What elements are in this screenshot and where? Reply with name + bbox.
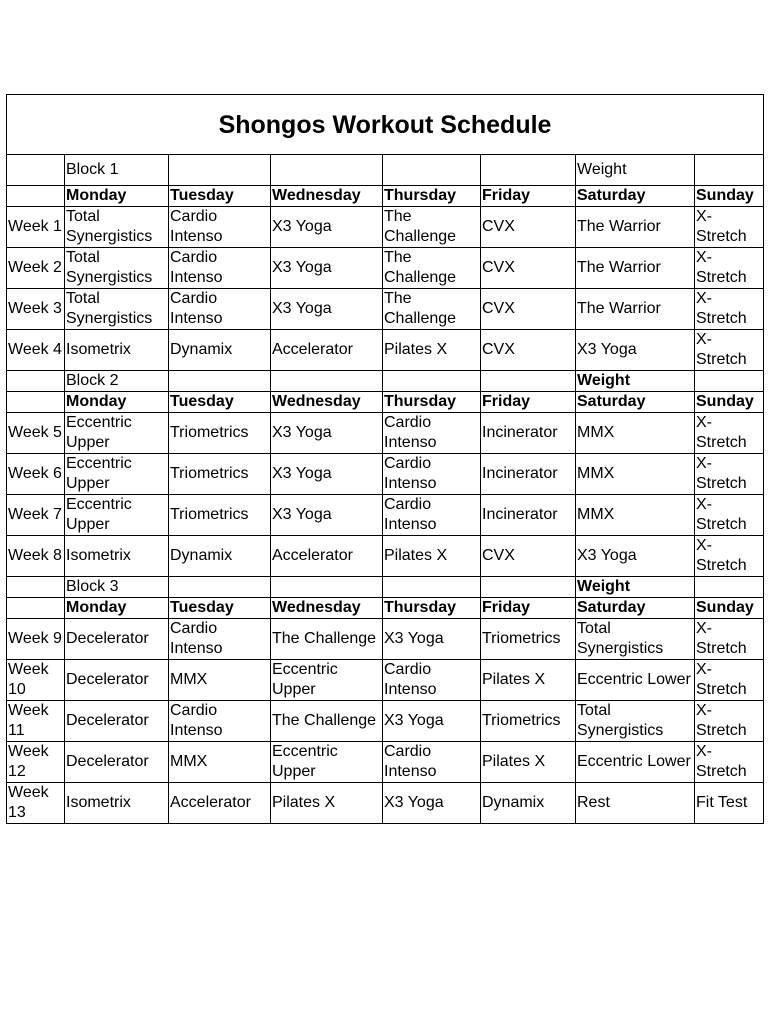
workout-cell: Total Synergistics bbox=[576, 701, 695, 742]
workout-cell: X-Stretch bbox=[695, 413, 764, 454]
workout-cell: X-Stretch bbox=[695, 454, 764, 495]
workout-cell: The Challenge bbox=[383, 248, 481, 289]
workout-cell: X3 Yoga bbox=[271, 289, 383, 330]
workout-cell: Eccentric Upper bbox=[65, 495, 169, 536]
workout-cell: Total Synergistics bbox=[65, 207, 169, 248]
workout-cell: Isometrix bbox=[65, 783, 169, 824]
block-header-row bbox=[7, 371, 764, 392]
workout-cell: CVX bbox=[481, 330, 576, 371]
empty-cell bbox=[271, 577, 383, 598]
day-header: Thursday bbox=[383, 186, 481, 207]
workout-cell: Pilates X bbox=[383, 536, 481, 577]
week-row bbox=[7, 330, 764, 371]
day-header: Thursday bbox=[383, 392, 481, 413]
workout-cell: Cardio Intenso bbox=[383, 742, 481, 783]
workout-cell: Triometrics bbox=[481, 619, 576, 660]
workout-cell: Accelerator bbox=[271, 330, 383, 371]
workout-cell: X3 Yoga bbox=[271, 248, 383, 289]
week-label: Week 3 bbox=[7, 289, 65, 330]
workout-cell: Cardio Intenso bbox=[383, 454, 481, 495]
workout-cell: Dynamix bbox=[169, 330, 271, 371]
workout-cell: Triometrics bbox=[481, 701, 576, 742]
empty-cell bbox=[7, 577, 65, 598]
week-label: Week 8 bbox=[7, 536, 65, 577]
workout-cell: MMX bbox=[576, 454, 695, 495]
workout-cell: Incinerator bbox=[481, 454, 576, 495]
empty-cell bbox=[7, 371, 65, 392]
week-row bbox=[7, 248, 764, 289]
workout-cell: Pilates X bbox=[481, 742, 576, 783]
empty-cell bbox=[271, 155, 383, 186]
workout-cell: The Warrior bbox=[576, 248, 695, 289]
week-row bbox=[7, 619, 764, 660]
day-header: Saturday bbox=[576, 186, 695, 207]
week-label: Week 9 bbox=[7, 619, 65, 660]
workout-cell: Fit Test bbox=[695, 783, 764, 824]
day-header: Sunday bbox=[695, 598, 764, 619]
workout-cell: The Challenge bbox=[383, 289, 481, 330]
workout-cell: X-Stretch bbox=[695, 660, 764, 701]
week-label: Week 10 bbox=[7, 660, 65, 701]
workout-cell: MMX bbox=[169, 660, 271, 701]
week-label: Week 6 bbox=[7, 454, 65, 495]
empty-cell bbox=[481, 577, 576, 598]
empty-cell bbox=[383, 155, 481, 186]
workout-cell: X-Stretch bbox=[695, 248, 764, 289]
day-header: Monday bbox=[65, 598, 169, 619]
week-row bbox=[7, 536, 764, 577]
schedule-title: Shongos Workout Schedule bbox=[7, 95, 764, 155]
workout-cell: Cardio Intenso bbox=[383, 495, 481, 536]
workout-cell: X-Stretch bbox=[695, 289, 764, 330]
workout-cell: Cardio Intenso bbox=[169, 619, 271, 660]
workout-cell: Incinerator bbox=[481, 413, 576, 454]
empty-cell bbox=[695, 577, 764, 598]
week-label: Week 13 bbox=[7, 783, 65, 824]
block-header-row bbox=[7, 155, 764, 186]
day-header: Wednesday bbox=[271, 186, 383, 207]
week-row bbox=[7, 413, 764, 454]
workout-cell: Eccentric Upper bbox=[271, 742, 383, 783]
day-header: Saturday bbox=[576, 392, 695, 413]
empty-cell bbox=[7, 598, 65, 619]
week-row bbox=[7, 701, 764, 742]
workout-cell: Incinerator bbox=[481, 495, 576, 536]
day-header-row bbox=[7, 392, 764, 413]
week-label: Week 11 bbox=[7, 701, 65, 742]
workout-cell: X3 Yoga bbox=[271, 413, 383, 454]
workout-cell: Total Synergistics bbox=[65, 248, 169, 289]
empty-cell bbox=[695, 371, 764, 392]
workout-cell: Decelerator bbox=[65, 619, 169, 660]
block-header-row bbox=[7, 577, 764, 598]
empty-cell bbox=[169, 371, 271, 392]
workout-cell: CVX bbox=[481, 207, 576, 248]
workout-cell: MMX bbox=[576, 495, 695, 536]
day-header: Sunday bbox=[695, 392, 764, 413]
workout-cell: Cardio Intenso bbox=[169, 207, 271, 248]
day-header: Tuesday bbox=[169, 598, 271, 619]
workout-cell: Eccentric Lower bbox=[576, 660, 695, 701]
day-header: Wednesday bbox=[271, 392, 383, 413]
workout-cell: MMX bbox=[169, 742, 271, 783]
workout-cell: X-Stretch bbox=[695, 207, 764, 248]
weight-label: Weight bbox=[576, 577, 695, 598]
empty-cell bbox=[7, 392, 65, 413]
workout-cell: X3 Yoga bbox=[576, 330, 695, 371]
workout-cell: X-Stretch bbox=[695, 701, 764, 742]
workout-cell: Cardio Intenso bbox=[383, 413, 481, 454]
day-header: Friday bbox=[481, 392, 576, 413]
week-row bbox=[7, 660, 764, 701]
workout-cell: Total Synergistics bbox=[65, 289, 169, 330]
day-header: Monday bbox=[65, 392, 169, 413]
workout-cell: X3 Yoga bbox=[383, 701, 481, 742]
day-header: Saturday bbox=[576, 598, 695, 619]
empty-cell bbox=[7, 186, 65, 207]
empty-cell bbox=[169, 155, 271, 186]
workout-cell: The Challenge bbox=[383, 207, 481, 248]
workout-cell: The Challenge bbox=[271, 701, 383, 742]
day-header: Sunday bbox=[695, 186, 764, 207]
workout-cell: Decelerator bbox=[65, 742, 169, 783]
weight-label: Weight bbox=[576, 155, 695, 186]
workout-cell: Isometrix bbox=[65, 330, 169, 371]
workout-cell: CVX bbox=[481, 536, 576, 577]
empty-cell bbox=[7, 155, 65, 186]
week-row bbox=[7, 289, 764, 330]
day-header-row bbox=[7, 186, 764, 207]
week-label: Week 12 bbox=[7, 742, 65, 783]
workout-cell: CVX bbox=[481, 248, 576, 289]
workout-cell: X3 Yoga bbox=[271, 495, 383, 536]
workout-cell: Triometrics bbox=[169, 495, 271, 536]
day-header: Tuesday bbox=[169, 392, 271, 413]
workout-cell: Accelerator bbox=[271, 536, 383, 577]
workout-cell: Accelerator bbox=[169, 783, 271, 824]
schedule-table bbox=[6, 94, 764, 824]
workout-cell: MMX bbox=[576, 413, 695, 454]
week-label: Week 2 bbox=[7, 248, 65, 289]
empty-cell bbox=[169, 577, 271, 598]
workout-cell: X3 Yoga bbox=[576, 536, 695, 577]
workout-cell: Eccentric Upper bbox=[65, 454, 169, 495]
workout-cell: Eccentric Upper bbox=[271, 660, 383, 701]
workout-cell: Pilates X bbox=[481, 660, 576, 701]
day-header: Friday bbox=[481, 598, 576, 619]
workout-cell: X-Stretch bbox=[695, 536, 764, 577]
workout-schedule-sheet bbox=[6, 94, 763, 824]
workout-cell: Decelerator bbox=[65, 660, 169, 701]
week-label: Week 1 bbox=[7, 207, 65, 248]
workout-cell: CVX bbox=[481, 289, 576, 330]
workout-cell: Pilates X bbox=[383, 330, 481, 371]
workout-cell: X3 Yoga bbox=[383, 783, 481, 824]
workout-cell: Cardio Intenso bbox=[169, 289, 271, 330]
workout-cell: X3 Yoga bbox=[271, 207, 383, 248]
workout-cell: Cardio Intenso bbox=[169, 248, 271, 289]
week-label: Week 4 bbox=[7, 330, 65, 371]
week-label: Week 5 bbox=[7, 413, 65, 454]
day-header: Monday bbox=[65, 186, 169, 207]
workout-cell: X-Stretch bbox=[695, 330, 764, 371]
week-row bbox=[7, 454, 764, 495]
workout-cell: The Warrior bbox=[576, 289, 695, 330]
empty-cell bbox=[383, 577, 481, 598]
workout-cell: Pilates X bbox=[271, 783, 383, 824]
empty-cell bbox=[383, 371, 481, 392]
week-row bbox=[7, 742, 764, 783]
workout-cell: Dynamix bbox=[169, 536, 271, 577]
workout-cell: Eccentric Upper bbox=[65, 413, 169, 454]
empty-cell bbox=[481, 155, 576, 186]
workout-cell: X3 Yoga bbox=[271, 454, 383, 495]
empty-cell bbox=[695, 155, 764, 186]
workout-cell: Total Synergistics bbox=[576, 619, 695, 660]
workout-cell: Eccentric Lower bbox=[576, 742, 695, 783]
day-header: Thursday bbox=[383, 598, 481, 619]
week-row bbox=[7, 783, 764, 824]
workout-cell: X-Stretch bbox=[695, 619, 764, 660]
workout-cell: Decelerator bbox=[65, 701, 169, 742]
workout-cell: X3 Yoga bbox=[383, 619, 481, 660]
workout-cell: Triometrics bbox=[169, 454, 271, 495]
week-row bbox=[7, 207, 764, 248]
workout-cell: Isometrix bbox=[65, 536, 169, 577]
workout-cell: X-Stretch bbox=[695, 742, 764, 783]
workout-cell: X-Stretch bbox=[695, 495, 764, 536]
day-header: Tuesday bbox=[169, 186, 271, 207]
week-row bbox=[7, 495, 764, 536]
workout-cell: Rest bbox=[576, 783, 695, 824]
block-label: Block 3 bbox=[65, 577, 169, 598]
day-header: Friday bbox=[481, 186, 576, 207]
workout-cell: The Warrior bbox=[576, 207, 695, 248]
week-label: Week 7 bbox=[7, 495, 65, 536]
day-header-row bbox=[7, 598, 764, 619]
weight-label: Weight bbox=[576, 371, 695, 392]
workout-cell: Triometrics bbox=[169, 413, 271, 454]
block-label: Block 2 bbox=[65, 371, 169, 392]
day-header: Wednesday bbox=[271, 598, 383, 619]
empty-cell bbox=[481, 371, 576, 392]
workout-cell: Cardio Intenso bbox=[383, 660, 481, 701]
workout-cell: Dynamix bbox=[481, 783, 576, 824]
workout-cell: The Challenge bbox=[271, 619, 383, 660]
workout-cell: Cardio Intenso bbox=[169, 701, 271, 742]
empty-cell bbox=[271, 371, 383, 392]
block-label: Block 1 bbox=[65, 155, 169, 186]
